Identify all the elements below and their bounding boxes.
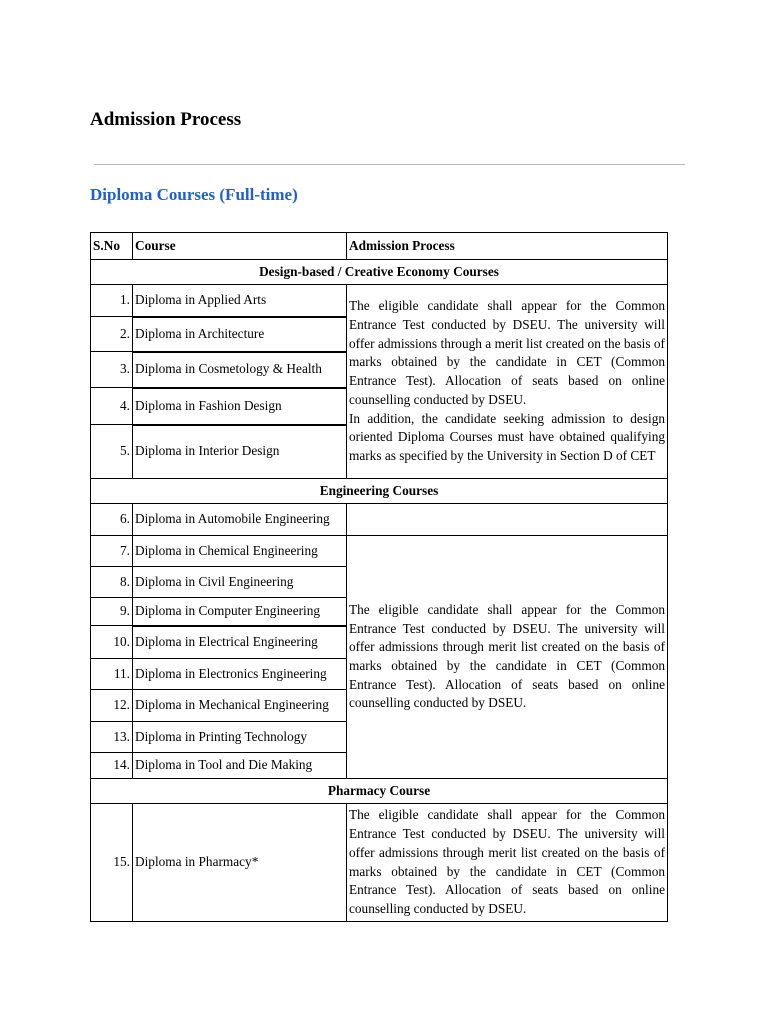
group-title-pharmacy: Pharmacy Course <box>91 779 668 804</box>
divider <box>94 164 685 165</box>
row-sno: 8. <box>91 567 133 598</box>
header-course: Course <box>133 233 347 260</box>
row-sno: 15. <box>91 804 133 922</box>
row-sno: 9. <box>91 598 133 626</box>
row-sno: 11. <box>91 659 133 690</box>
row-sno: 5. <box>91 425 133 479</box>
row-sno: 4. <box>91 388 133 425</box>
row-course: Diploma in Chemical Engineering <box>133 536 347 567</box>
table-row <box>91 536 668 567</box>
group-row <box>91 260 668 285</box>
header-sno: S.No <box>91 233 133 260</box>
row-course: Diploma in Electronics Engineering <box>133 659 347 690</box>
page-title: Admission Process <box>90 109 242 130</box>
row-sno: 2. <box>91 317 133 352</box>
table-row <box>91 285 668 317</box>
process-extra-text: In addition, the candidate seeking admission to design oriented Diploma Courses must have obtained qualifying marks as specified by the University in Section D of CET <box>349 410 665 463</box>
row-course: Diploma in Architecture <box>133 317 347 352</box>
design-admission-process <box>347 285 668 479</box>
row-sno: 14. <box>91 753 133 779</box>
pharmacy-admission-process: The eligible candidate shall appear for the Common Entrance Test conducted by DSEU. The university will offer admissions through merit list created on the basis of marks obtained by the candidate in CET (Common Entrance Test). Allocation of seats based on online counselling conducted by DSEU. <box>347 804 668 922</box>
group-row <box>91 779 668 804</box>
table-row <box>91 504 668 536</box>
row-course: Diploma in Automobile Engineering <box>133 504 347 536</box>
row-course: Diploma in Fashion Design <box>133 388 347 425</box>
row-course: Diploma in Applied Arts <box>133 285 347 317</box>
row-sno: 10. <box>91 626 133 659</box>
row-course: Diploma in Tool and Die Making <box>133 753 347 779</box>
row-course: Diploma in Civil Engineering <box>133 567 347 598</box>
row-sno: 7. <box>91 536 133 567</box>
group-row <box>91 479 668 504</box>
row-course: Diploma in Printing Technology <box>133 722 347 753</box>
empty-process-cell <box>347 504 668 536</box>
row-course: Diploma in Mechanical Engineering <box>133 690 347 722</box>
row-course: Diploma in Cosmetology & Health <box>133 352 347 388</box>
row-sno: 1. <box>91 285 133 317</box>
table-header-row <box>91 233 668 260</box>
row-sno: 6. <box>91 504 133 536</box>
table-row <box>91 804 668 922</box>
section-title: Diploma Courses (Full-time) <box>90 185 298 204</box>
engineering-admission-process: The eligible candidate shall appear for the Common Entrance Test conducted by DSEU. The university will offer admissions through merit list created on the basis of marks obtained by the candidate in CET (Common Entrance Test). Allocation of seats based on online counselling conducted by DSEU. <box>347 536 668 779</box>
row-sno: 12. <box>91 690 133 722</box>
header-admission-process: Admission Process <box>347 233 668 260</box>
row-course: Diploma in Interior Design <box>133 425 347 479</box>
group-title-design: Design-based / Creative Economy Courses <box>91 260 668 285</box>
group-title-engineering: Engineering Courses <box>91 479 668 504</box>
admission-table <box>90 232 668 922</box>
row-course: Diploma in Electrical Engineering <box>133 626 347 659</box>
row-sno: 13. <box>91 722 133 753</box>
row-sno: 3. <box>91 352 133 388</box>
row-course: Diploma in Computer Engineering <box>133 598 347 626</box>
row-course: Diploma in Pharmacy* <box>133 804 347 922</box>
process-text: The eligible candidate shall appear for the Common Entrance Test conducted by DSEU. The university will offer admissions through a merit list created on the basis of marks obtained by the candidate in CET (Common Entrance Test). Allocation of seats based on online counselling conducted by DSEU. <box>349 298 665 407</box>
